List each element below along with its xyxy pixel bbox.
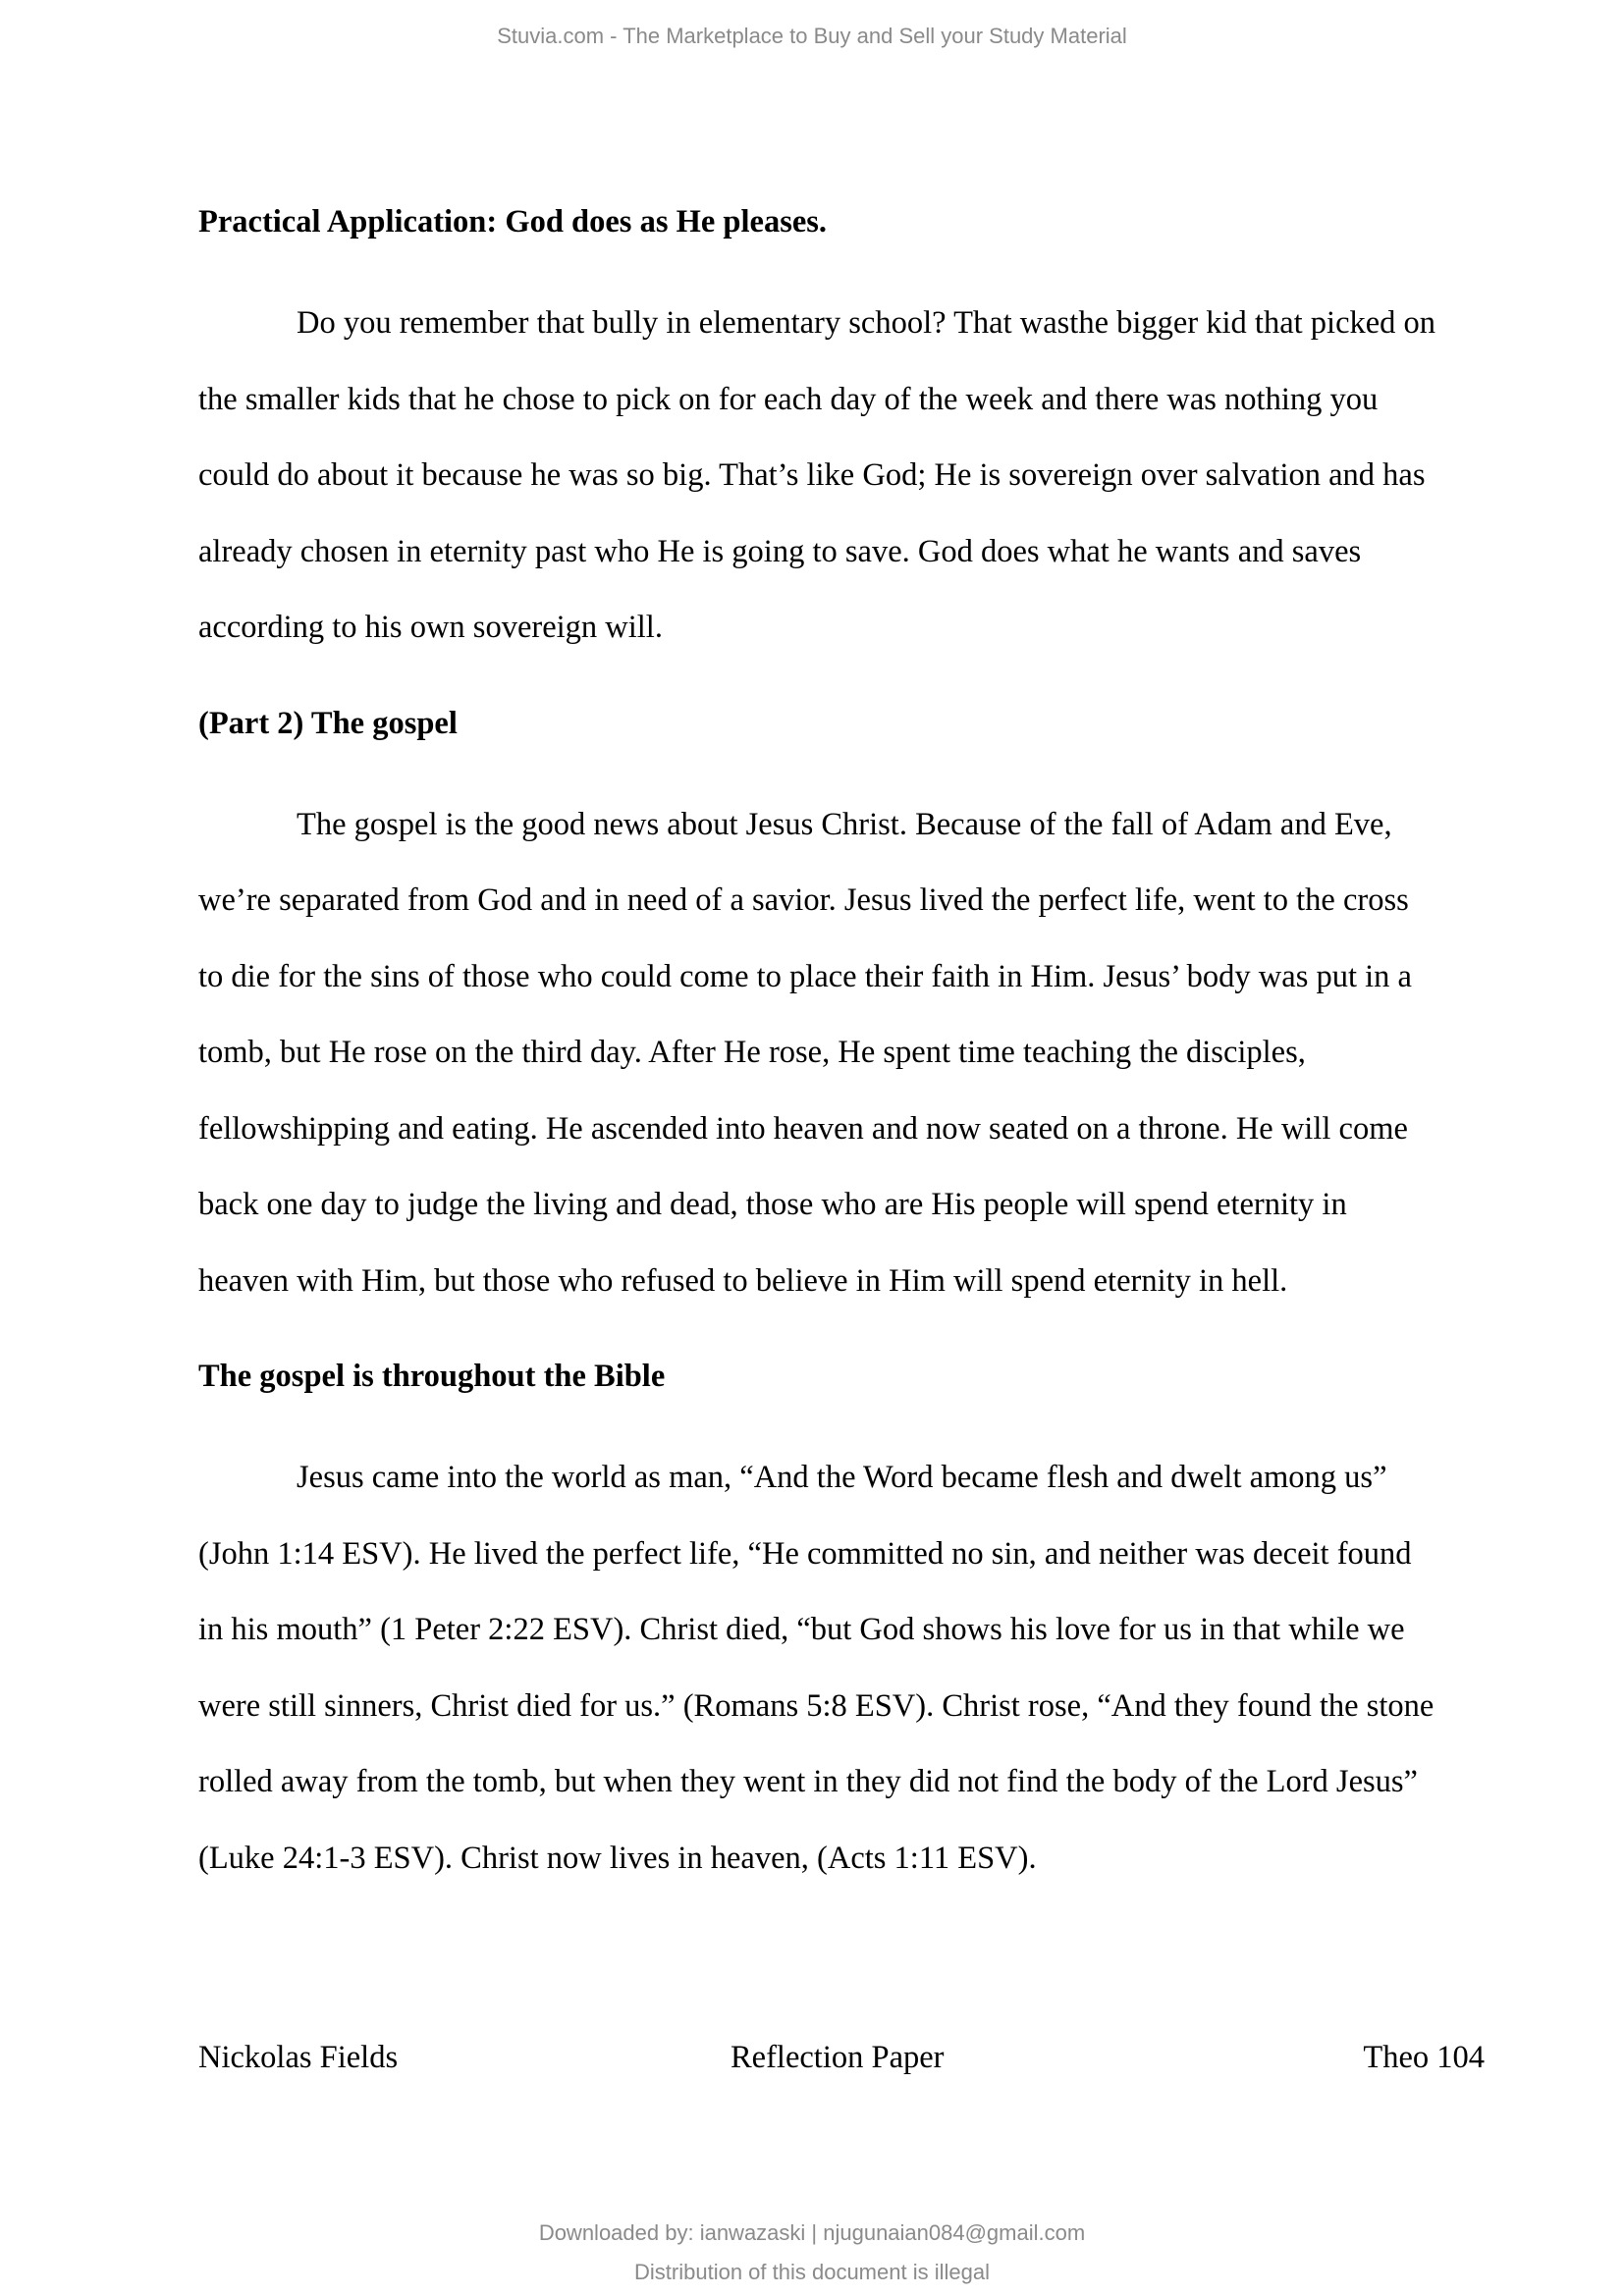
section-heading-gospel-throughout-bible: The gospel is throughout the Bible — [198, 1359, 666, 1394]
paragraph-line: (John 1:14 ESV). He lived the perfect life, “He committed no sin, and neither was deceit found — [198, 1535, 1412, 1572]
paragraph-bible — [198, 1440, 1475, 1896]
paragraph-line: according to his own sovereign will. — [198, 610, 663, 645]
paragraph-line: rolled away from the tomb, but when they went in they did not find the body of the Lord Jesus” — [198, 1764, 1418, 1799]
paragraph-line: fellowshipping and eating. He ascended into heaven and now seated on a throne. He will come — [198, 1110, 1408, 1147]
paragraph-line: we’re separated from God and in need of a savior. Jesus lived the perfect life, went to the cross — [198, 882, 1409, 918]
stuvia-watermark: Stuvia.com - The Marketplace to Buy and Sell your Study Material — [497, 24, 1127, 48]
paragraph-line: (Luke 24:1-3 ESV). Christ now lives in heaven, (Acts 1:11 ESV). — [198, 1840, 1037, 1876]
distribution-notice: Distribution of this document is illegal — [634, 2260, 990, 2284]
paragraph-line: already chosen in eternity past who He is going to save. God does what he wants and saves — [198, 533, 1362, 569]
section-heading-practical-application: Practical Application: God does as He pleases. — [198, 204, 828, 240]
paragraph-line: The gospel is the good news about Jesus Christ. Because of the fall of Adam and Eve, — [297, 806, 1392, 842]
paragraph-gospel — [198, 787, 1475, 1320]
section-heading-the-gospel: (Part 2) The gospel — [198, 705, 458, 741]
footer-course: Theo 104 — [1363, 2040, 1485, 2075]
paragraph-line: heaven with Him, but those who refused to believe in Him will spend eternity in hell. — [198, 1262, 1288, 1299]
downloaded-by-notice: Downloaded by: ianwazaski | njugunaian084@gmail.com — [538, 2220, 1086, 2245]
document-footer — [198, 2040, 1485, 2089]
paragraph-line: Do you remember that bully in elementary school? That wasthe bigger kid that picked on — [297, 305, 1436, 341]
paragraph-line: could do about it because he was so big. That’s like God; He is sovereign over salvation and has — [198, 457, 1426, 493]
paragraph-line: tomb, but He rose on the third day. After He rose, He spent time teaching the disciples, — [198, 1035, 1306, 1070]
paragraph-line: back one day to judge the living and dead, those who are His people will spend eternity in — [198, 1187, 1347, 1222]
document-body — [198, 192, 1475, 1896]
footer-author: Nickolas Fields — [198, 2040, 399, 2075]
paragraph-line: were still sinners, Christ died for us.” (Romans 5:8 ESV). Christ rose, “And they found the stone — [198, 1687, 1435, 1724]
paragraph-line: the smaller kids that he chose to pick on for each day of the week and there was nothing you — [198, 381, 1379, 417]
footer-title: Reflection Paper — [731, 2040, 945, 2075]
paragraph-line: in his mouth” (1 Peter 2:22 ESV). Christ died, “but God shows his love for us in that while we — [198, 1612, 1405, 1647]
paragraph-line: Jesus came into the world as man, “And the Word became flesh and dwelt among us” — [297, 1460, 1387, 1495]
paragraph-line: to die for the sins of those who could come to place their faith in Him. Jesus’ body was put in a — [198, 958, 1412, 994]
paragraph-bully — [198, 286, 1475, 667]
